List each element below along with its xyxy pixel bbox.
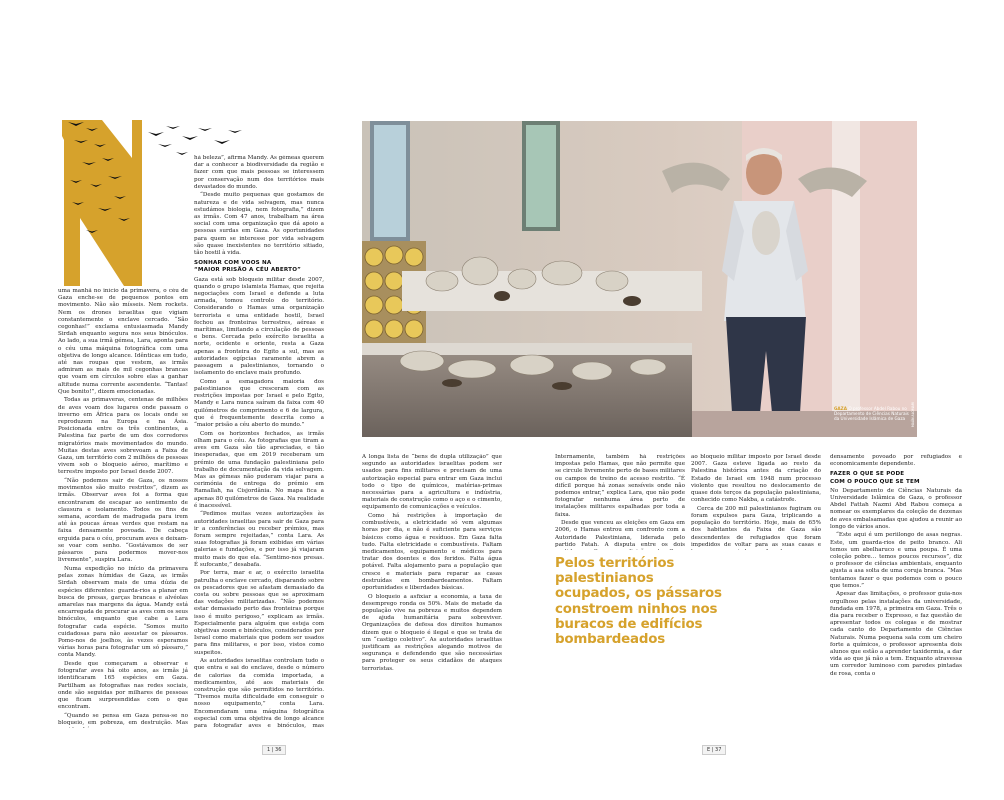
paragraph: “Quando se pensa em Gaza pensa-se no bloqueio, em pobreza, em destruição. Mas: [58, 712, 188, 726]
article-column-5: [691, 454, 821, 550]
paragraph: O bloqueio a asfixiar a economia, a taxa de desemprego ronda os 50%. Mais de metade da população vive na pobreza e muitos dependem de ajuda humanitária para sobreviver. Organizações de defesa dos direitos humanos dizem que o bloqueio é ilegal e que se trata de um “castigo coletivo”. As autoridades israelitas justificam as restrições alegando motivos de segurança e defendendo que são necessárias para proteger os seus cidadãos de ataques terroristas.: [362, 593, 502, 672]
subhead-line: FAZER O QUE SE PODE: [830, 471, 905, 478]
article-column-2: [194, 155, 324, 730]
paragraph: Numa expedição no início da primavera pelas zonas húmidas de Gaza, as irmãs Sirdah observam mais de uma dúzia de espécies diferentes: guarda-rios a planar em busca de presas, garças brancas e alvéolas amarelas nas margens da água. Mandy está encarregada de procurar as aves com os seus binóculos, enquanto que cabe a Lara fotografar cada espécie. “Somos muito cuidadosas para não assustar os pássaros. Pomo-nos de joelhos, às vezes esperamos várias horas para fotografar um só pássaro,” conta Mandy.: [58, 565, 188, 659]
paragraph: Todas as primaveras, centenas de milhões de aves voam dos lugares onde passam o inverno em África para os locais onde se reproduzem na Europa e na Ásia. Posicionada entre os três continentes, a Palestina faz parte de um dos corredores migratórios mais movimentados do mundo. Muitas destas aves sobrevoam a Faixa de Gaza, um território com 2 milhões de pessoas vivem sob o bloqueio aéreo, marítimo e terrestre imposto por Israel desde 2007.: [58, 397, 188, 476]
paragraph: Com os horizontes fechados, as irmãs olham para o céu. As fotografias que tiram a aves em Gaza são tão apreciadas, e tão inesperadas, que em 2019 receberam um prémio de uma fundação palestiniana pelo trabalho de documentação da vida selvagem. Mas as gémeas não puderam viajar para a cerimónia de entrega do prémio em Ramallah, na Cisjordânia. No mapa fica a apenas 80 quilómetros de Gaza. Na realidade é inacessível.: [194, 430, 324, 509]
paragraph: Por terra, mar e ar, o exército israelita patrulha o enclave cercado, disparando sobre os pescadores que se afastam demasiado da costa ou sobre pessoas que se aproximam das vedações militarizadas. “Não podemos estar demasiado perto das fronteiras porque isso é muito perigoso,” explicam as irmãs. Especialmente para alguém que esteja com objetivas zoom e binóculos, considerados por Israel como materiais que podem ser usados para fins militares, e por isso, vistos como suspeitos.: [194, 570, 324, 656]
section-subhead: [194, 260, 324, 274]
paragraph: Gaza está sob bloqueio militar desde 2007, quando o grupo islamista Hamas, que rejeita negociações com Israel e defende a luta armada, tomou controlo do território. Considerando o Hamas uma organização terrorista e uma entidade hostil, Israel fechou as fronteiras terrestres, aéreas e marítimas, limitando a circulação de pessoas e bens. Cercada pelo exército israelita a norte, ocidente e oriente, resta a Gaza apenas a fronteira do Egito a sul, mas as autoridades egípcias raramente abrem a passagem a palestinianos, tornando o isolamento do enclave mais profundo.: [194, 276, 324, 377]
paragraph: “Este aqui é um periilongo de asas negras. Este, um guarda-rios de peito branco. Ali temos um abelharuco e uma poupa. É uma coleção pobre… temos poucos recursos”, diz o professor de ciências ambientais, enquanto ajusta a asa solta de uma coruja branca. “Mas tentamos fazer o que podemos com o pouco que temos.”: [830, 532, 962, 589]
paragraph: Apesar das limitações, o professor guia-nos orgulhoso pelas instalações da universidade, fundada em 1978, a primeira em Gaza. Três o dia para receber o Expresso, e faz questão de apresentar todos os colegas e de mostrar cada canto do Departamento de Ciências Naturais. Numa pequena sala com um cheiro forte a químicos, o professor apresenta dois alunos que estão a aprender taxidermia, a dar vida ao que já não a tem. Enquanto atravessa um corredor luminoso com paredes pintadas de rosa, conta o: [830, 591, 962, 677]
paragraph: Desde que começaram a observar e fotografar aves há oito anos, as irmãs já identificaram 165 espécies em Gaza. Partilham as fotografias nas redes sociais, onde são seguidas por milhares de pessoas que ficam surpreendidas com o que encontram.: [58, 660, 188, 711]
article-column-6: [830, 454, 962, 734]
paragraph: No Departamento de Ciências Naturais da Universidade Islâmica de Gaza, o professor Abdel Fattah Nazmi Abd Rabou começa a nomear os exemplares da coleção de dezenas de aves embalsamadas que ajudou a reunir ao longo de vários anos.: [830, 487, 962, 530]
caption-lead: GAZA: [834, 406, 847, 411]
paragraph: há beleza”, afirma Mandy. As gémeas querem dar a conhecer a biodiversidade da região e fazer com que mais pessoas se interessem por conservação num dos territórios mais devastados do mundo.: [194, 155, 324, 190]
photo-credit: MAÂN ALOMARI: [911, 402, 915, 428]
subhead-line: “MAIOR PRISÃO A CÉU ABERTO”: [194, 267, 302, 274]
section-subhead: [830, 471, 962, 485]
paragraph: uma manhã no início da primavera, o céu de Gaza enche-se de pequenos pontos em movimento. Não são mísseis. Nem rockets. Nem os drones israelitas que vigiam constantemente o enclave cercado. “São cegonhas!” exclama entusiasmada Mandy Sirdah enquanto segura nos seus binóculos. Ao lado, a sua irmã gémea, Lara, aponta para o céu uma máquina fotográfica com uma objetiva de longo alcance. Idênticas em tudo, até nas roupas que vestem, as irmãs admiram as mais de mil cegonhas brancas que voam em círculos sobre elas a ganhar altitude numa corrente ascendente. “Tantas! Que bonito!”, dizem emocionadas.: [58, 288, 188, 395]
subhead-line: SONHAR COM VOOS NA: [194, 260, 272, 267]
page-number: E | 37: [702, 745, 726, 755]
paragraph: ao bloqueio militar imposto por Israel desde 2007. Gaza esteve ligada ao resto da Palestina histórica antes da criação do Estado de Israel em 1948 num processo violento que resultou no deslocamento de quase dois terços da população palestiniana, conhecido como Nakba, a catástrofe.: [691, 454, 821, 504]
paragraph: “Pedimos muitas vezes autorizações às autoridades israelitas para sair de Gaza para ir a conferências ou receber prémios, mas foram sempre rejeitadas,” conta Lara. As suas fotografias já foram exibidas em várias galerias e fundações, e por isso já viajaram muito mais do que ela. “Sentimo-nos presas. É sufocante,” desabafa.: [194, 511, 324, 568]
photo-professor-taxidermy-icon: [362, 121, 917, 437]
subhead-line: COM O POUCO QUE SE TEM: [830, 478, 920, 485]
caption-text: O professor Abdel Rabou no Departamento de Ciências Naturais da Universidade Islâmica de Gaza: [834, 406, 909, 422]
photo-caption: [834, 406, 914, 422]
article-column-1: [58, 288, 188, 728]
paragraph: Como a esmagadora maioria dos palestinianos que cresceram com as restrições impostas por Israel e pelo Egito, Mandy e Lara nunca saíram da faixa com 40 quilómetros de comprimento e 6 de largura, que é frequentemente descrita como a “maior prisão a céu aberto do mundo.”: [194, 378, 324, 429]
paragraph: A longa lista de “bens de dupla utilização” que segundo as autoridades israelitas podem ser usados para fins militares e precisam de uma autorização especial para entrar em Gaza inclui todo o tipo de químicos, matérias-primas necessárias para a agricultura e indústria, materiais de construção como o aço e o cimento, equipamento de comunicações e veículos.: [362, 454, 502, 511]
paragraph: Cerca de 200 mil palestinianos fugiram ou foram expulsos para Gaza, triplicando a população do território. Hoje, mais de 65% dos habitantes da Faixa de Gaza são descendentes de refugiados que foram impedidos de voltar para as suas casas e: [691, 505, 821, 548]
pull-quote: Pelos territórios palestinianos ocupados, os pássaros constroem ninhos nos buracos de edifícios bombardeados: [555, 556, 722, 648]
paragraph: densamente povoado por refugiados e economicamente dependente.: [830, 454, 962, 468]
paragraph: “Não podemos sair de Gaza, os nossos movimentos são muito restritos”, dizem as irmãs. Observar aves foi a forma que encontraram de escapar ao sentimento de clausura e isolamento. Todos os fins de semana, acordam de madrugada para irem até às poucas áreas verdes que restam na faixa densamente povoada. De cabeça erguida para o céu, procuram aves e deixam-se voar com senho. “Gostávamos de ser pássaros para podermos mover-nos livremente”, suspira Lara.: [58, 478, 188, 564]
article-photo: [362, 121, 917, 437]
paragraph: Desde que venceu as eleições em Gaza em 2006, o Hamas entrou em confronto com a Autoridade Palestiniana, liderada pelo partido Fatah. A disputa entre os dois: [555, 520, 685, 548]
paragraph: As autoridades israelitas controlam tudo o que entra e sai do enclave, desde o número de calorias da comida importada, a medicamentos, até aos materiais de construção que são permitidos no território. “Tivemos muita dificuldade em conseguir o nosso equipamento,” conta Lara. Encomendaram uma máquina fotográfica especial com uma objetiva de longo alcance para fotografar aves e binóculos, mas: [194, 658, 324, 729]
paragraph: “Desde muito pequenas que gostamos de natureza e de vida selvagem, mas nunca estudámos biologia, nem fotografia,” dizem as irmãs. Com 47 anos, trabalham na área social com uma organização que dá apoio a pessoas surdas em Gaza. As oportunidades para quem se interesse por vida selvagem são quase inexistentes no território sitiado, tão hostil à vida.: [194, 192, 324, 257]
paragraph: Internamente, também há restrições impostas pelo Hamas, que não permite que se circule livremente perto de bases militares ou campos de treino de acesso restrito. “É difícil porque há zonas sensíveis onde não podemos entrar,” explica Lara, que não pode fotografar nenhuma área perto de instalações militares espalhadas por toda a faixa.: [555, 454, 685, 518]
paragraph: Como há restrições à importação de combustíveis, a eletricidade só vem algumas horas por dia, e não é suficiente para serviços básicos como água e resíduos. Em Gaza falta tudo. Falta eletricidade e combustíveis. Faltam medicamentos, equipamento e médicos para tratar dos doentes e dos feridos. Falta água potável. Falta alojamento para a população que cresce e materiais para reparar as casas destruídas em bombardeamentos. Faltam oportunidades e liberdades básicas.: [362, 513, 502, 592]
page-number: 1 | 36: [262, 745, 286, 755]
article-column-4: [555, 454, 685, 550]
